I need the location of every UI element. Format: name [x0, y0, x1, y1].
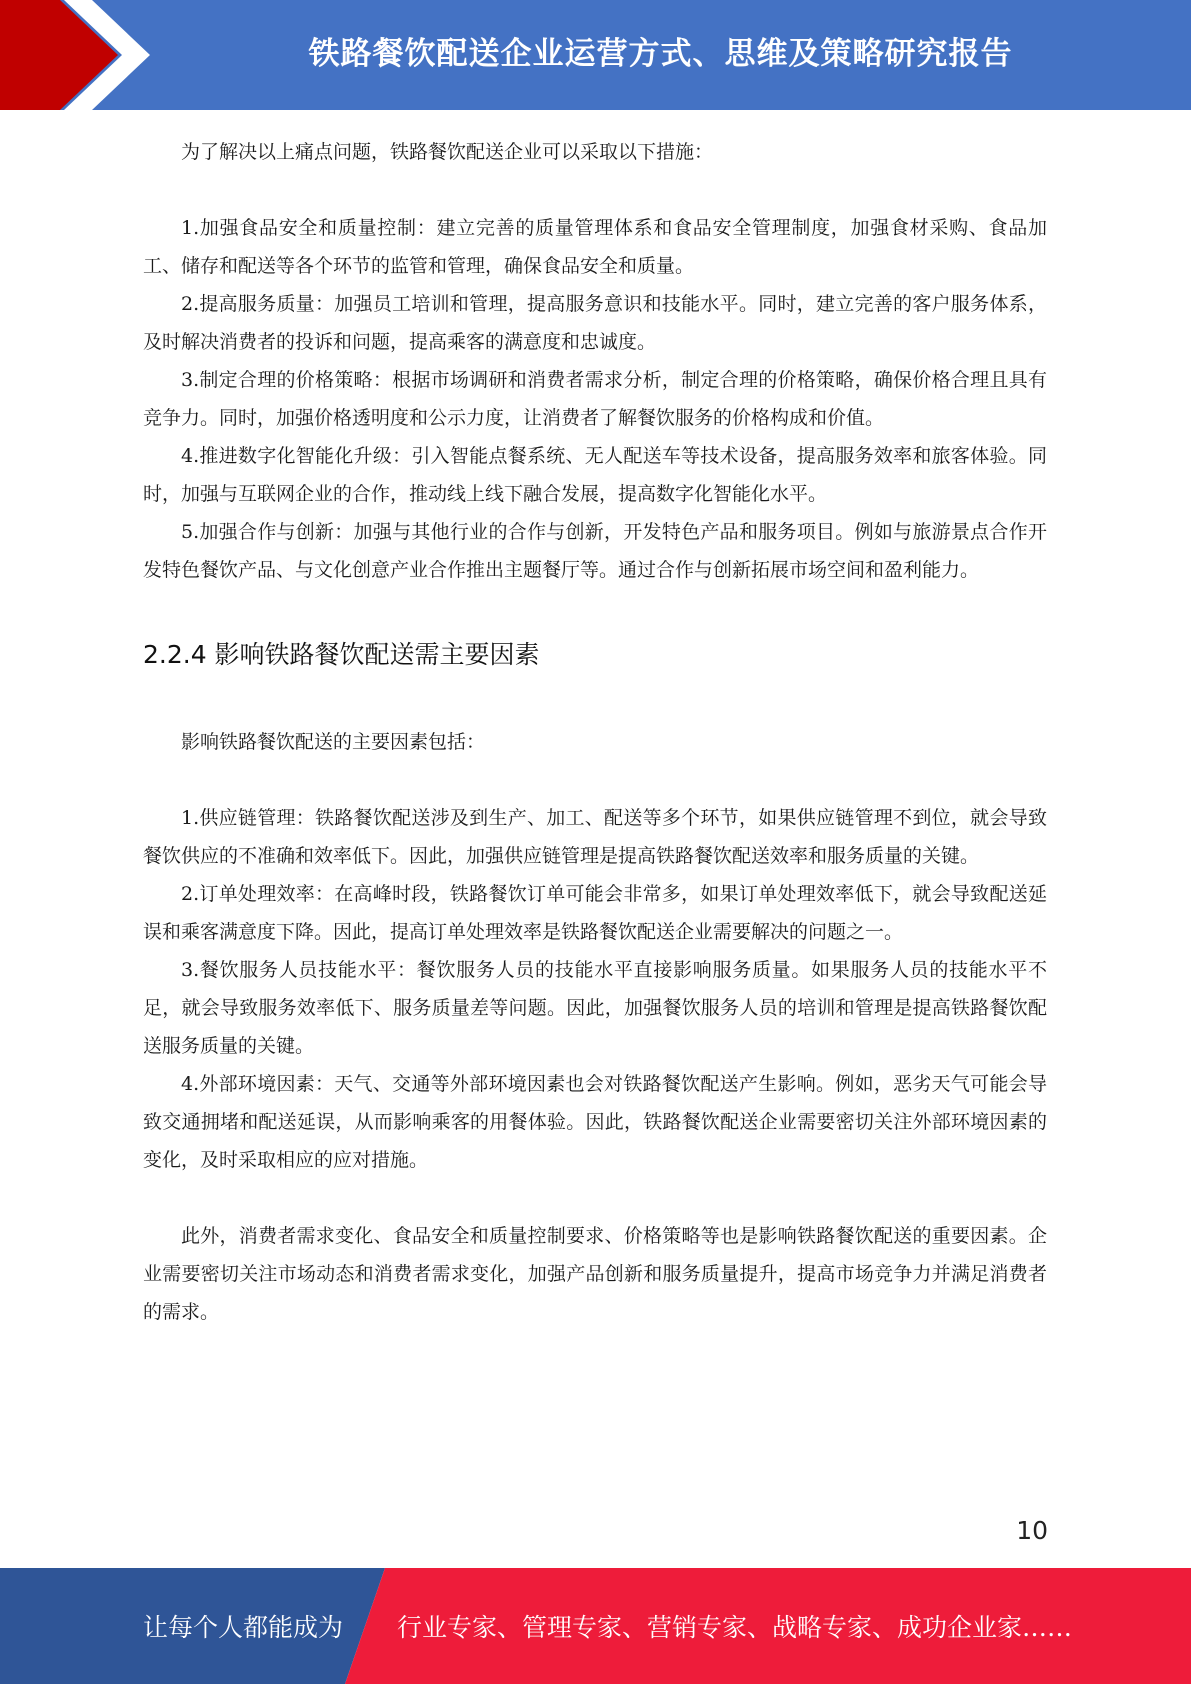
factor-item: 1.供应链管理：铁路餐饮配送涉及到生产、加工、配送等多个环节，如果供应链管理不到位，就会导致餐饮供应的不准确和效率低下。因此，加强供应链管理是提高铁路餐饮配送效率和服务质量的关键。 — [143, 807, 1047, 867]
header-title: 铁路餐饮配送企业运营方式、思维及策略研究报告 — [308, 35, 1013, 72]
measure-item: 2.提高服务质量：加强员工培训和管理，提高服务意识和技能水平。同时，建立完善的客户服务体系，及时解决消费者的投诉和问题，提高乘客的满意度和忠诚度。 — [143, 293, 1047, 353]
factor-item: 2.订单处理效率：在高峰时段，铁路餐饮订单可能会非常多，如果订单处理效率低下，就会导致配送延误和乘客满意度下降。因此，提高订单处理效率是铁路餐饮配送企业需要解决的问题之一。 — [143, 883, 1047, 943]
measure-item: 1.加强食品安全和质量控制：建立完善的质量管理体系和食品安全管理制度，加强食材采购、食品加工、储存和配送等各个环节的监管和管理，确保食品安全和质量。 — [143, 217, 1047, 277]
intro-paragraph: 为了解决以上痛点问题，铁路餐饮配送企业可以采取以下措施： — [181, 141, 714, 163]
measure-item: 3.制定合理的价格策略：根据市场调研和消费者需求分析，制定合理的价格策略，确保价格合理且具有竞争力。同时，加强价格透明度和公示力度，让消费者了解餐饮服务的价格构成和价值。 — [143, 369, 1047, 429]
factor-item: 4.外部环境因素：天气、交通等外部环境因素也会对铁路餐饮配送产生影响。例如，恶劣天气可能会导致交通拥堵和配送延误，从而影响乘客的用餐体验。因此，铁路餐饮配送企业需要密切关注外部环境因素的变化，及时采取相应的应对措施。 — [143, 1073, 1047, 1171]
section-heading: 2.2.4 影响铁路餐饮配送需主要因素 — [143, 640, 540, 669]
page-number: 10 — [1016, 1516, 1048, 1545]
page-footer — [0, 1568, 1191, 1684]
footer-slogan-left: 让每个人都能成为 — [143, 1613, 344, 1642]
page-header — [0, 0, 1191, 110]
measure-item: 4.推进数字化智能化升级：引入智能点餐系统、无人配送车等技术设备，提高服务效率和旅客体验。同时，加强与互联网企业的合作，推动线上线下融合发展，提高数字化智能化水平。 — [143, 445, 1047, 505]
document-body — [143, 133, 1047, 1331]
footer-slogan-right: 行业专家、管理专家、营销专家、战略专家、成功企业家…… — [397, 1613, 1073, 1642]
factor-item: 3.餐饮服务人员技能水平：餐饮服务人员的技能水平直接影响服务质量。如果服务人员的技能水平不足，就会导致服务效率低下、服务质量差等问题。因此，加强餐饮服务人员的培训和管理是提高铁路餐饮配送服务质量的关键。 — [143, 959, 1047, 1057]
measure-item: 5.加强合作与创新：加强与其他行业的合作与创新，开发特色产品和服务项目。例如与旅游景点合作开发特色餐饮产品、与文化创意产业合作推出主题餐厅等。通过合作与创新拓展市场空间和盈利能力。 — [143, 521, 1047, 581]
conclusion-paragraph: 此外，消费者需求变化、食品安全和质量控制要求、价格策略等也是影响铁路餐饮配送的重要因素。企业需要密切关注市场动态和消费者需求变化，加强产品创新和服务质量提升，提高市场竞争力并满足消费者的需求。 — [143, 1225, 1047, 1323]
factors-intro-paragraph: 影响铁路餐饮配送的主要因素包括： — [181, 731, 486, 753]
